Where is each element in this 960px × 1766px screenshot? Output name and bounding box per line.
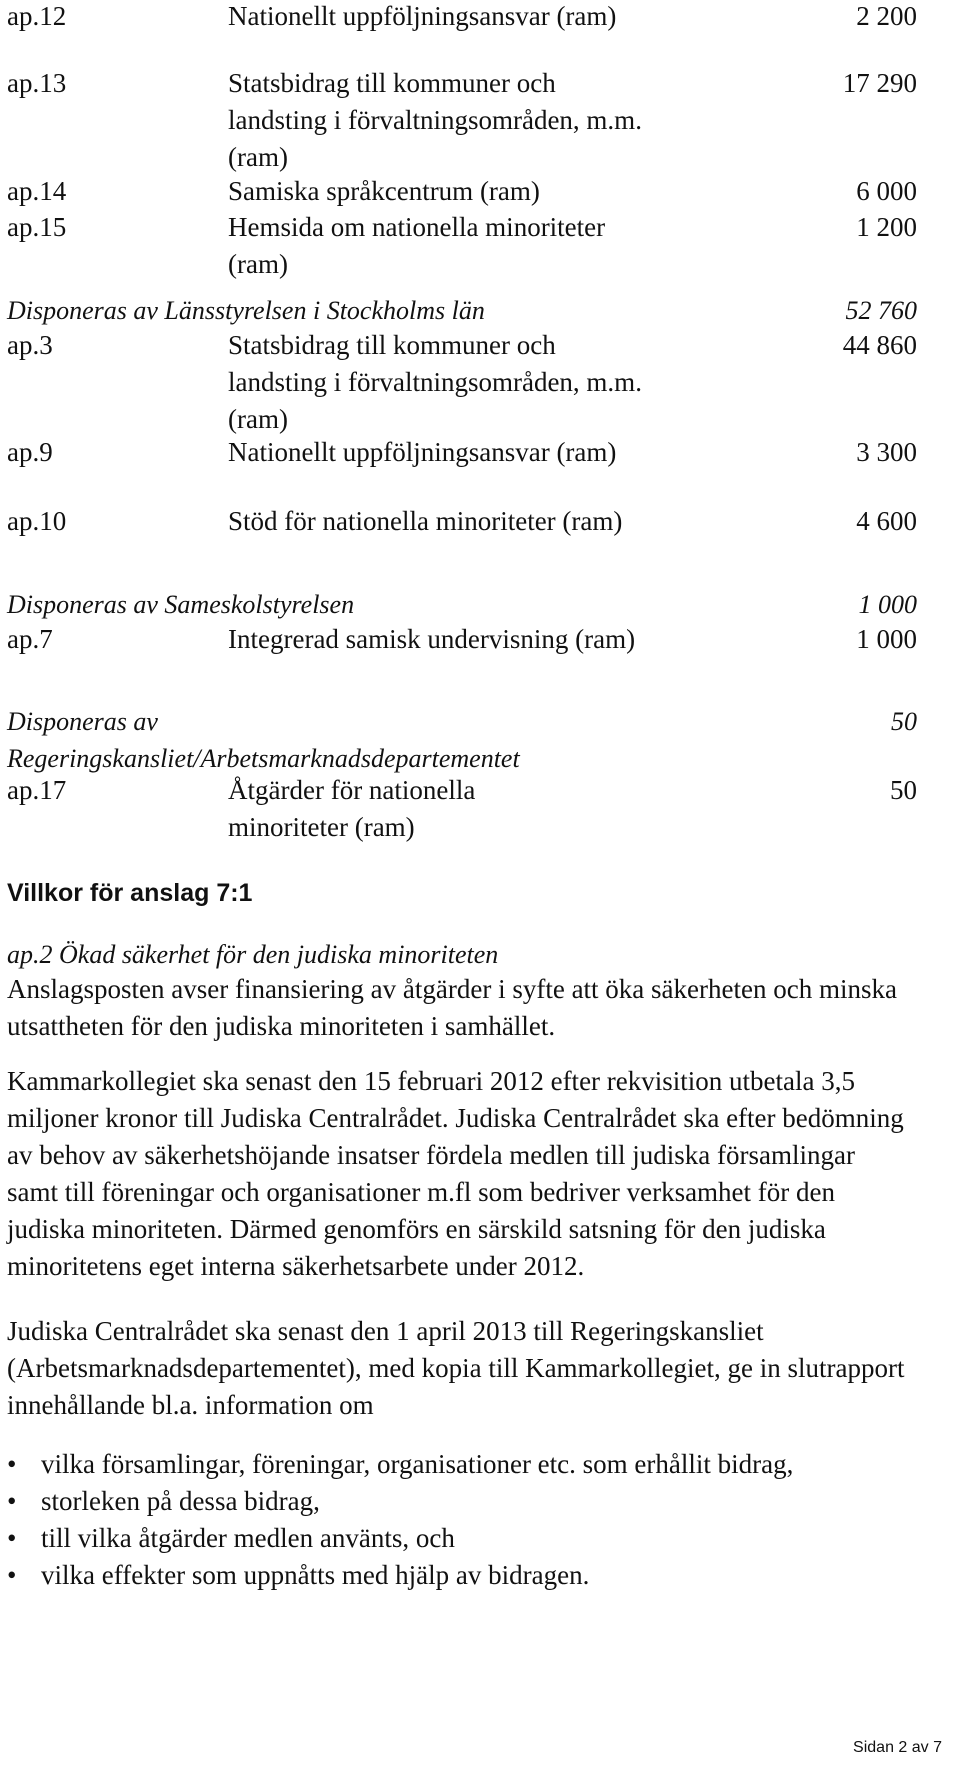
row-description: Åtgärder för nationella minoriteter (ram) [228, 775, 476, 842]
group-name: Disponeras av Länsstyrelsen i Stockholms län [7, 296, 485, 325]
bullet-icon: • [7, 1449, 17, 1479]
row-description: Samiska språkcentrum (ram) [228, 176, 540, 206]
bullet-list [7, 1446, 912, 1594]
page-number: Sidan 2 av 7 [853, 1739, 942, 1756]
row-code: ap.9 [7, 437, 53, 467]
section-heading: Villkor för anslag 7:1 [7, 879, 253, 907]
row-description: Nationellt uppföljningsansvar (ram) [228, 437, 617, 467]
list-item [7, 1557, 912, 1594]
row-code: ap.3 [7, 330, 53, 360]
group-amount: 50 [891, 707, 917, 736]
bullet-icon: • [7, 1486, 17, 1516]
row-amount: 4 600 [856, 506, 917, 536]
row-code: ap.17 [7, 775, 67, 805]
row-code: ap.14 [7, 176, 67, 206]
paragraph: Kammarkollegiet ska senast den 15 februari 2012 efter rekvisition utbetala 3,5 miljoner kronor till Judiska Centralrådet. Judiska Centralrådet ska efter bedömning av behov av säkerhetshöjande insatser fördela medlen till judiska församlingar samt till föreningar och organisationer m.fl som bedriver verksamhet för den judiska minoriteten. Därmed genomförs en särskild satsning för den judiska minoritetens eget interna säkerhetsarbete under 2012. [7, 1066, 904, 1281]
list-item [7, 1483, 912, 1520]
list-item [7, 1520, 912, 1557]
row-code: ap.15 [7, 212, 67, 242]
bullet-icon: • [7, 1523, 17, 1553]
row-description: Integrerad samisk undervisning (ram) [228, 624, 636, 654]
row-description: Hemsida om nationella minoriteter (ram) [228, 212, 606, 279]
group-amount: 52 760 [845, 296, 917, 325]
row-code: ap.7 [7, 624, 53, 654]
row-amount: 50 [890, 775, 917, 805]
group-amount: 1 000 [858, 590, 917, 619]
group-name: Disponeras av Regeringskansliet/Arbetsmarknadsdepartementet [7, 707, 520, 773]
paragraph: Anslagsposten avser finansiering av åtgärder i syfte att öka säkerheten och minska utsattheten för den judiska minoriteten i samhället. [7, 974, 897, 1041]
list-item-text: storleken på dessa bidrag, [41, 1486, 320, 1516]
row-code: ap.13 [7, 68, 67, 98]
bullet-icon: • [7, 1560, 17, 1590]
subheading: ap.2 Ökad säkerhet för den judiska minoriteten [7, 940, 499, 969]
row-description: Statsbidrag till kommuner och landsting i förvaltningsområden, m.m. (ram) [228, 68, 642, 172]
row-amount: 17 290 [842, 68, 917, 98]
row-code: ap.10 [7, 506, 67, 536]
paragraph: Judiska Centralrådet ska senast den 1 april 2013 till Regeringskansliet (Arbetsmarknadsdepartementet), med kopia till Kammarkollegiet, ge in slutrapport innehållande bl.a. information om [7, 1316, 905, 1420]
list-item-text: vilka effekter som uppnåtts med hjälp av bidragen. [41, 1560, 590, 1590]
row-description: Stöd för nationella minoriteter (ram) [228, 506, 623, 536]
row-amount: 1 000 [856, 624, 917, 654]
row-amount: 2 200 [856, 1, 917, 31]
list-item [7, 1446, 912, 1483]
list-item-text: till vilka åtgärder medlen använts, och [41, 1523, 455, 1553]
row-description: Statsbidrag till kommuner och landsting i förvaltningsområden, m.m. (ram) [228, 330, 642, 434]
row-amount: 1 200 [856, 212, 917, 242]
row-amount: 6 000 [856, 176, 917, 206]
row-code: ap.12 [7, 1, 67, 31]
list-item-text: vilka församlingar, föreningar, organisationer etc. som erhållit bidrag, [41, 1449, 794, 1479]
group-name: Disponeras av Sameskolstyrelsen [7, 590, 355, 619]
row-amount: 44 860 [842, 330, 917, 360]
row-description: Nationellt uppföljningsansvar (ram) [228, 1, 617, 31]
row-amount: 3 300 [856, 437, 917, 467]
